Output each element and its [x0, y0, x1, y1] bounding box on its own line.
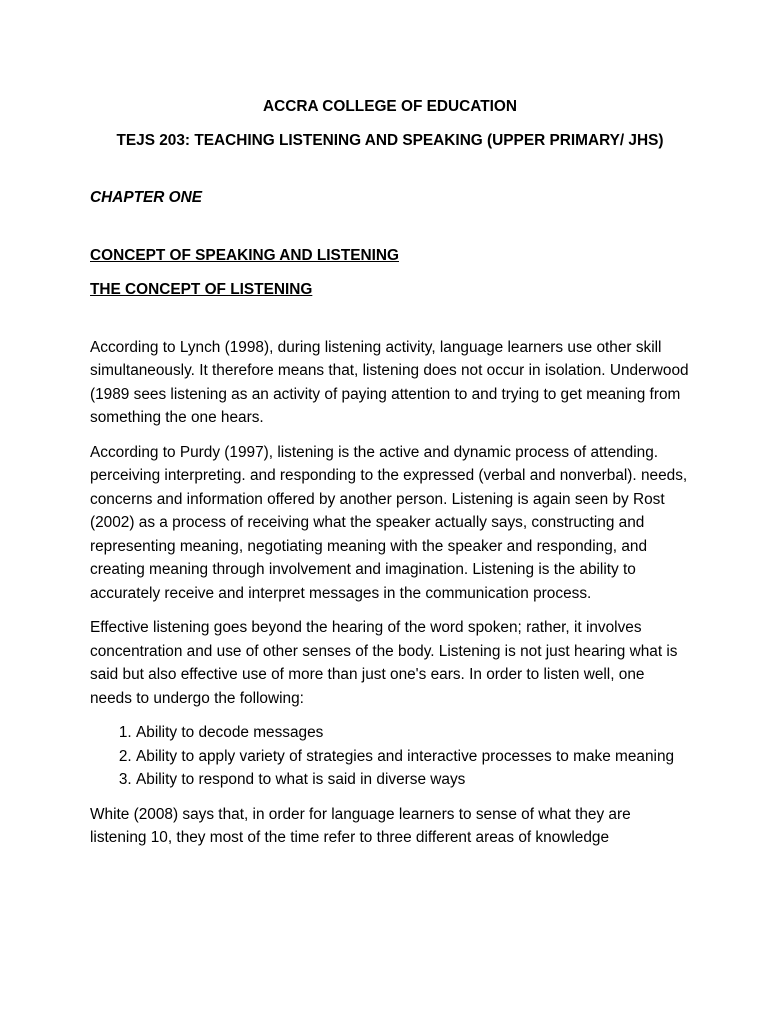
- chapter-heading: CHAPTER ONE: [90, 189, 203, 206]
- course-title: TEJS 203: TEACHING LISTENING AND SPEAKING (UPPER PRIMARY/ JHS): [116, 131, 664, 149]
- paragraph-1: According to Lynch (1998), during listening activity, language learners use other skill simultaneously. It therefore means that, listening does not occur in isolation. Underwood (1989 sees listening as an activity of paying attention to and trying to get meaning from something the one hears.: [90, 338, 689, 426]
- paragraph-4: White (2008) says that, in order for language learners to sense of what they are listening 10, they most of the time refer to three different areas of knowledge: [90, 805, 631, 846]
- document-body: [90, 95, 690, 861]
- list-item: 3. Ability to respond to what is said in diverse ways: [136, 768, 690, 792]
- paragraph-2: According to Purdy (1997), listening is the active and dynamic process of attending. perceiving interpreting. and responding to the expressed (verbal and nonverbal). needs, concerns and information offered by another person. Listening is again seen by Rost (2002) as a process of receiving what the speaker actually says, constructing and representing meaning, negotiating meaning with the speaker and responding, and creating meaning through involvement and imagination. Listening is the ability to accurately receive and interpret messages in the communication process.: [90, 443, 688, 602]
- numbered-list: [90, 721, 690, 792]
- paragraph-3: Effective listening goes beyond the hearing of the word spoken; rather, it involves concentration and use of other senses of the body. Listening is not just hearing what is said but also effective use of more than just one's ears. In order to listen well, one needs to undergo the following:: [90, 619, 678, 707]
- list-item: 1. Ability to decode messages: [136, 721, 690, 745]
- subsection-heading: THE CONCEPT OF LISTENING: [90, 281, 313, 298]
- section-heading: CONCEPT OF SPEAKING AND LISTENING: [90, 246, 399, 264]
- list-item: 2. Ability to apply variety of strategies and interactive processes to make meaning: [136, 745, 690, 769]
- institution-title: ACCRA COLLEGE OF EDUCATION: [263, 98, 517, 115]
